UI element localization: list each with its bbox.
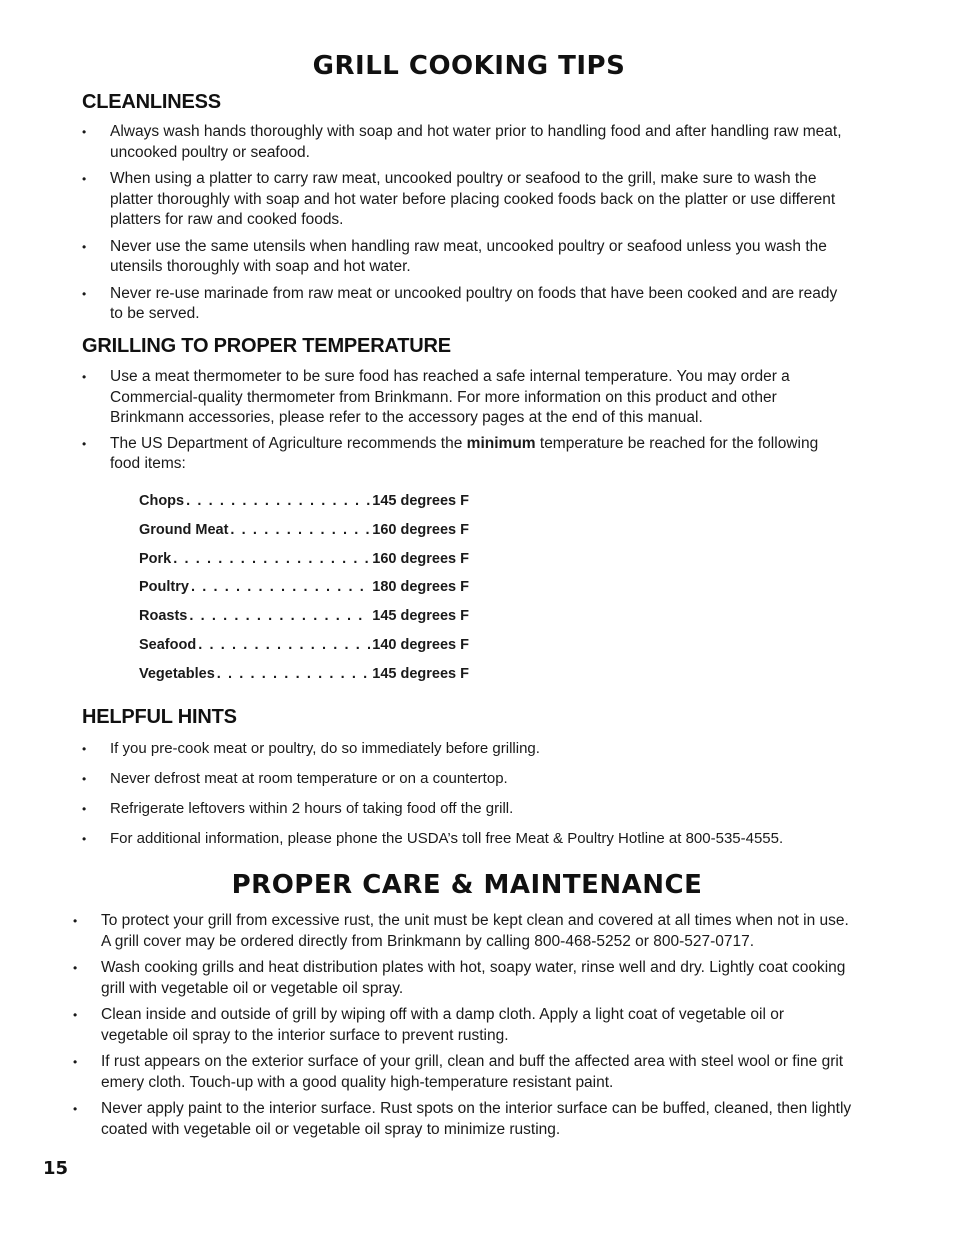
food-name: Poultry — [139, 579, 189, 596]
list-item: • Never defrost meat at room temperature or on a countertop. — [82, 769, 852, 790]
list-item: • To protect your grill from excessive rust, the unit must be kept clean and covered at all times when not in use. A grill cover may be ordered directly from Brinkmann by calling 800-468-5252 or 800-527-0717. — [73, 911, 853, 952]
list-item: • Never re-use marinade from raw meat or uncooked poultry on foods that have been cooked and are ready to be served. — [82, 284, 852, 325]
heading-helpful-hints: HELPFUL HINTS — [82, 706, 237, 728]
list-item: • Wash cooking grills and heat distribution plates with hot, soapy water, rinse well and dry. Lightly coat cooking grill with vegetable oil or vegetable oil spray. — [73, 958, 853, 999]
leader-dots — [186, 493, 370, 509]
page-title-proper-care: PROPER CARE & MAINTENANCE — [231, 870, 703, 900]
list-item — [82, 434, 852, 475]
food-name: Roasts — [139, 608, 188, 625]
food-name: Seafood — [139, 636, 197, 653]
cleanliness-list — [82, 122, 852, 331]
leader-dots — [191, 579, 370, 595]
leader-dots — [230, 522, 370, 538]
food-name: Ground Meat — [139, 521, 229, 538]
text-run: temperature be reached for the following food items: — [110, 434, 819, 472]
emphasis-minimum: minimum — [466, 434, 536, 452]
list-item: • If you pre-cook meat or poultry, do so immediately before grilling. — [82, 739, 852, 760]
leader-dots — [217, 666, 371, 682]
temperature-value: 160 degrees F — [372, 550, 469, 567]
page-title-grill-cooking-tips: GRILL COOKING TIPS — [312, 51, 626, 81]
leader-dots — [198, 637, 370, 653]
page-number: 15 — [43, 1158, 69, 1179]
food-name: Pork — [139, 550, 172, 567]
list-item: • Clean inside and outside of grill by wiping off with a damp cloth. Apply a light coat of vegetable oil or vegetable oil spray to the interior surface to prevent rusting. — [73, 1005, 853, 1046]
temperature-value: 180 degrees F — [372, 579, 469, 596]
temperature-row — [139, 608, 469, 637]
temperature-value: 145 degrees F — [372, 665, 469, 682]
care-maintenance-list — [73, 911, 853, 1146]
food-name: Chops — [139, 493, 185, 509]
temperature-value: 160 degrees F — [372, 521, 469, 538]
temperature-value: 145 degrees F — [372, 608, 469, 625]
list-item: • For additional information, please phone the USDA’s toll free Meat & Poultry Hotline at 800-535-4555. — [82, 829, 852, 850]
list-item: • Use a meat thermometer to be sure food has reached a safe internal temperature. You may order a Commercial-quality thermometer from Brinkmann. For more information on this product and other Brinkmann accessories, please refer to the accessory pages at the end of this manual. — [82, 367, 852, 429]
list-item: • If rust appears on the exterior surface of your grill, clean and buff the affected area with steel wool or fine grit emery cloth. Touch-up with a good quality high-temperature resistant paint. — [73, 1052, 853, 1093]
temperature-row — [139, 579, 469, 608]
temperature-row — [139, 493, 469, 522]
list-item: • Always wash hands thoroughly with soap and hot water prior to handling food and after handling raw meat, uncooked poultry or seafood. — [82, 122, 852, 163]
temperature-table — [139, 493, 469, 695]
list-item: • When using a platter to carry raw meat, uncooked poultry or seafood to the grill, make sure to wash the platter thoroughly with soap and hot water before placing cooked foods back on the platter or use different platters for raw and cooked foods. — [82, 169, 852, 231]
list-item: • Never use the same utensils when handling raw meat, uncooked poultry or seafood unless you wash the utensils thoroughly with soap and hot water. — [82, 237, 852, 278]
leader-dots — [189, 608, 370, 624]
list-item: • Never apply paint to the interior surface. Rust spots on the interior surface can be buffed, cleaned, then lightly coated with vegetable oil or vegetable oil spray to minimize rusting. — [73, 1099, 853, 1140]
heading-grilling-temperature: GRILLING TO PROPER TEMPERATURE — [82, 335, 451, 357]
temperature-row — [139, 522, 469, 551]
food-name: Vegetables — [139, 665, 215, 682]
temperature-row — [139, 637, 469, 666]
temperature-value: 140 degrees F — [372, 636, 469, 653]
temperature-list — [82, 367, 852, 480]
temperature-row — [139, 666, 469, 695]
leader-dots — [173, 551, 370, 567]
text-run: The US Department of Agriculture recommends the — [110, 434, 467, 452]
temperature-value: 145 degrees F — [372, 493, 469, 509]
list-item: • Refrigerate leftovers within 2 hours of taking food off the grill. — [82, 799, 852, 820]
temperature-row — [139, 551, 469, 580]
helpful-hints-list — [82, 739, 852, 859]
heading-cleanliness: CLEANLINESS — [82, 91, 221, 113]
